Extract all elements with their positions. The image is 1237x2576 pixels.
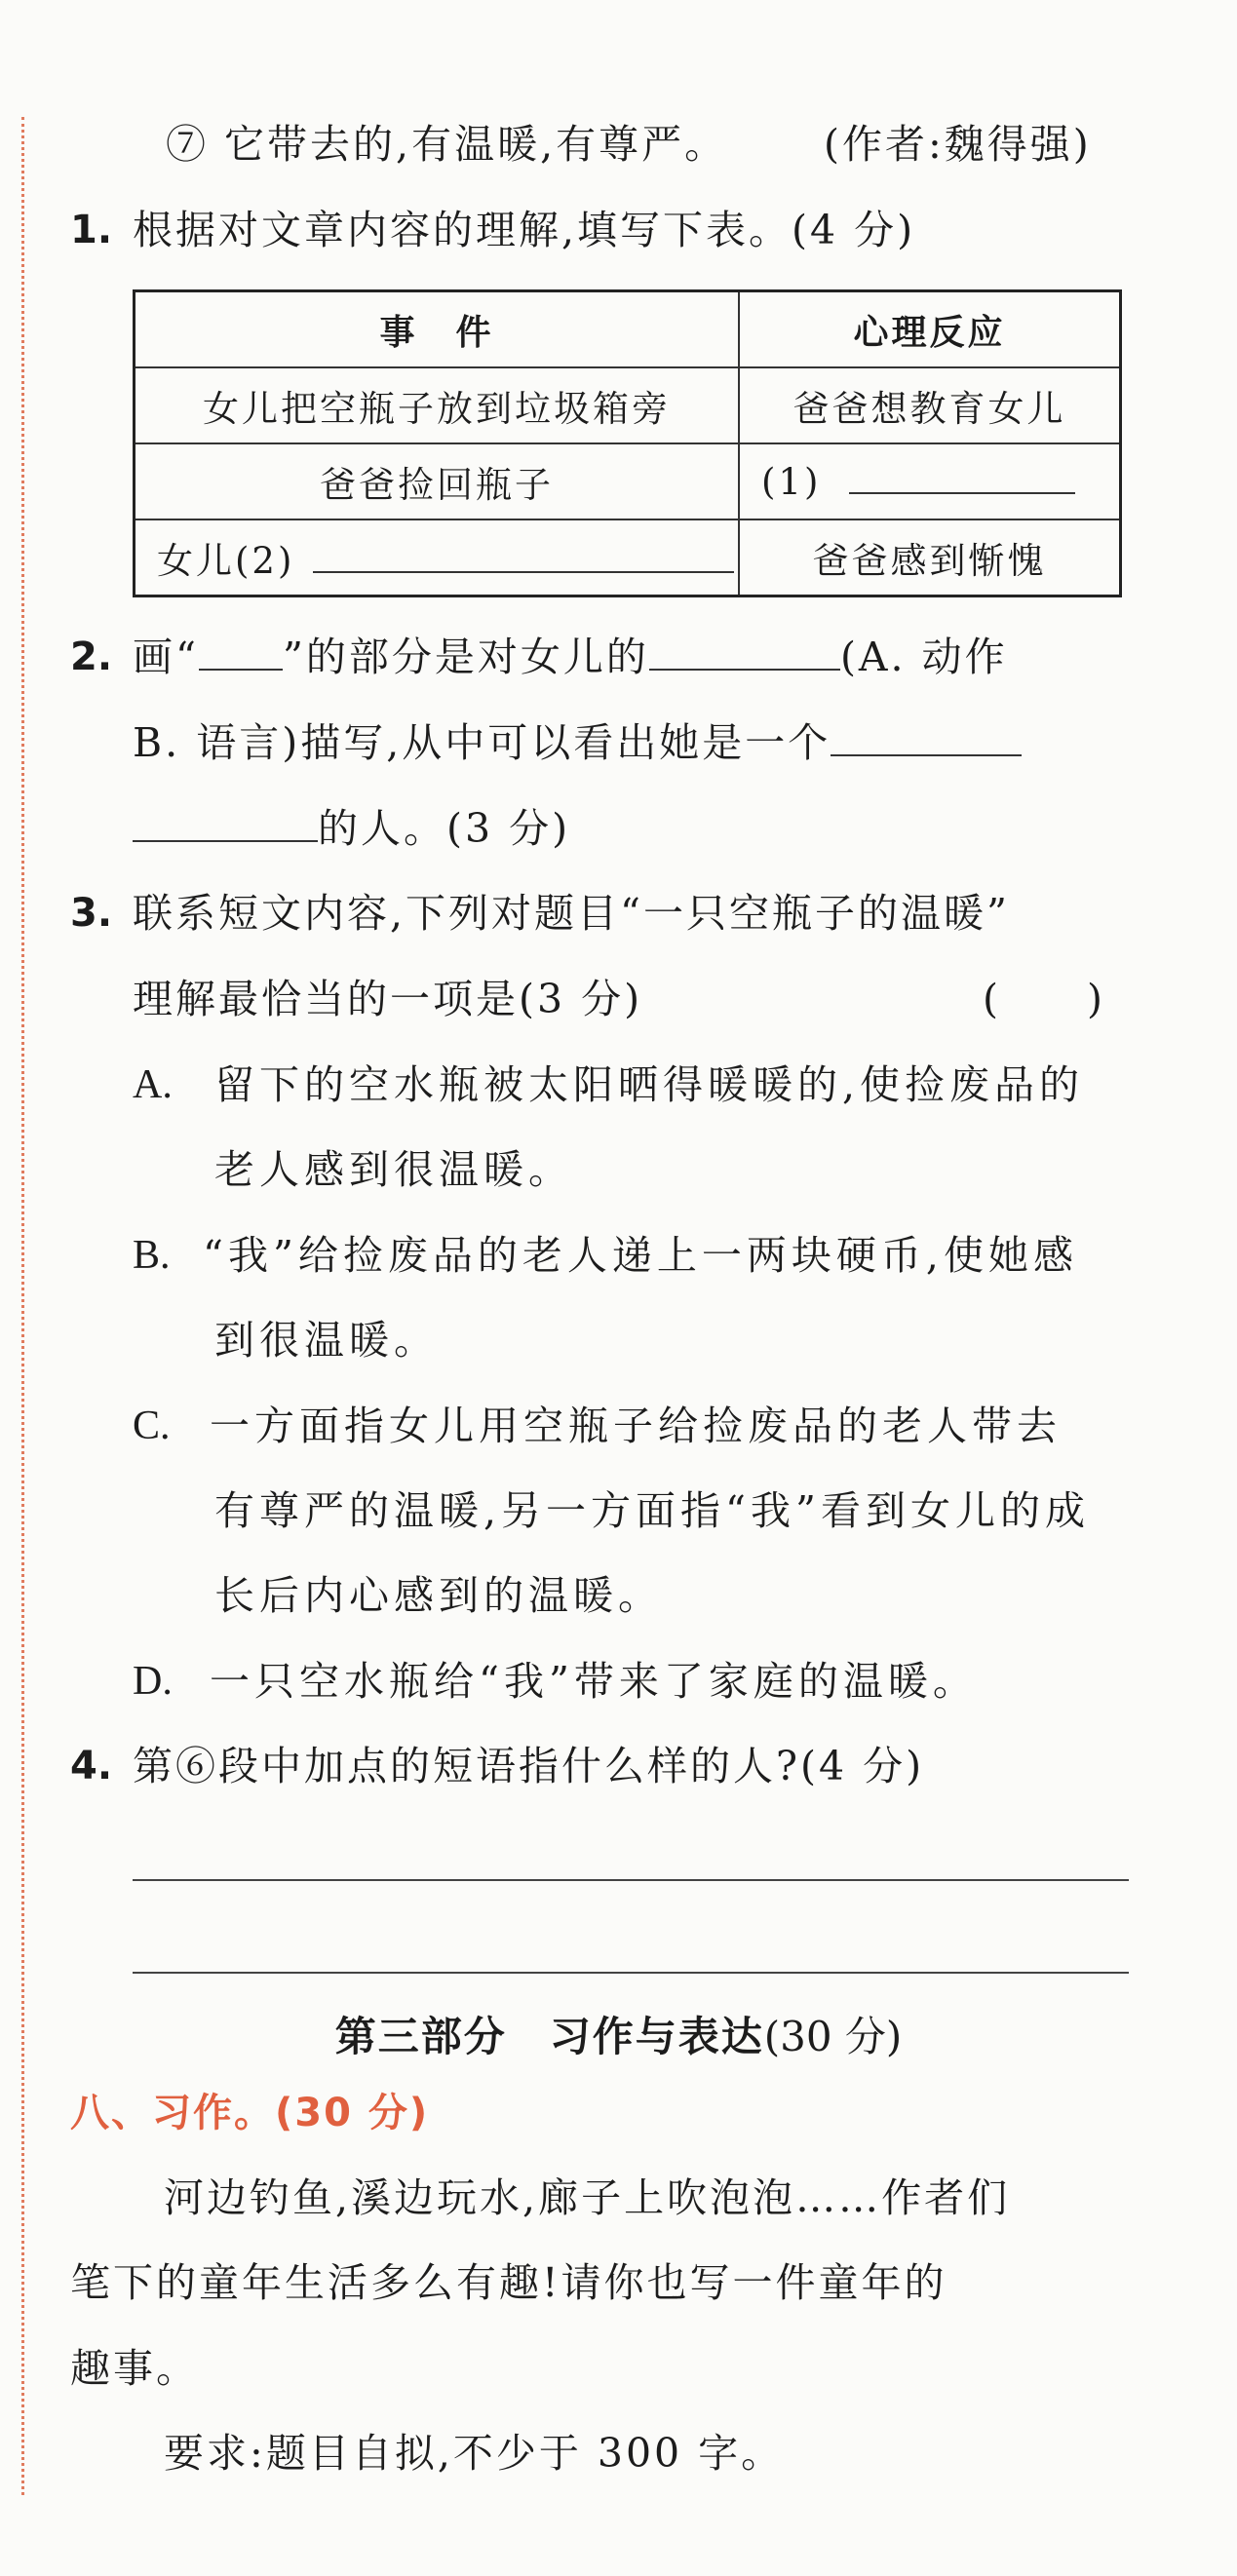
table-cell-reaction-3: 爸爸感到惭愧 bbox=[739, 519, 1121, 596]
question-2-number: 2. bbox=[70, 634, 113, 679]
answer-blank-2[interactable] bbox=[313, 542, 734, 573]
option-a-label: A. bbox=[133, 1062, 173, 1107]
answer-blank-q2-c[interactable] bbox=[133, 805, 318, 842]
question-3-line-1: 联系短文内容,下列对题目“一只空瓶子的温暖” bbox=[133, 890, 1010, 937]
answer-line-1[interactable] bbox=[133, 1879, 1129, 1881]
answer-blank-q2-b[interactable] bbox=[831, 719, 1022, 756]
table-cell-event-1: 女儿把空瓶子放到垃圾箱旁 bbox=[135, 367, 740, 443]
passage-author: (作者:魏得强) bbox=[824, 121, 1092, 168]
writing-requirement: 要求:题目自拟,不少于 300 字。 bbox=[164, 2430, 785, 2477]
table-cell-reaction-1: 爸爸想教育女儿 bbox=[739, 367, 1121, 443]
writing-prompt-line-3: 趣事。 bbox=[70, 2345, 199, 2392]
event-reaction-table bbox=[133, 289, 1122, 597]
option-b-line-2: 到很温暖。 bbox=[214, 1317, 439, 1364]
writing-prompt-line-2: 笔下的童年生活多么有趣!请你也写一件童年的 bbox=[70, 2259, 947, 2306]
table-cell-event-3[interactable] bbox=[135, 519, 740, 596]
question-4-text: 第⑥段中加点的短语指什么样的人?(4 分) bbox=[133, 1743, 925, 1789]
option-d-line-1: 一只空水瓶给“我”带来了家庭的温暖。 bbox=[210, 1658, 978, 1705]
question-2-line-1: 画“ ”的部分是对女儿的 (A. 动作 bbox=[133, 634, 1008, 680]
question-3-line-2: 理解最恰当的一项是(3 分) bbox=[133, 976, 643, 1022]
option-a-line-2: 老人感到很温暖。 bbox=[214, 1146, 573, 1193]
answer-label-2: 女儿(2) bbox=[157, 540, 295, 582]
margin-dotted-line bbox=[21, 117, 24, 2495]
option-c-line-2: 有尊严的温暖,另一方面指“我”看到女儿的成 bbox=[214, 1487, 1090, 1534]
option-b-label: B. bbox=[133, 1233, 171, 1278]
question-2-line-3: 的人。(3 分) bbox=[133, 799, 570, 858]
question-3-number: 3. bbox=[70, 891, 113, 936]
option-a-line-1: 留下的空水瓶被太阳晒得暖暖的,使捡废品的 bbox=[214, 1061, 1085, 1108]
answer-label-1: (1) bbox=[761, 460, 822, 503]
question-1-number: 1. bbox=[70, 208, 113, 252]
table-header-reaction: 心理反应 bbox=[739, 291, 1121, 368]
question-3-answer-paren[interactable]: ( ) bbox=[983, 976, 1105, 1022]
answer-blank-1[interactable] bbox=[849, 463, 1075, 494]
answer-line-2[interactable] bbox=[133, 1972, 1129, 1974]
option-b-line-1: “我”给捡废品的老人递上一两块硬币,使她感 bbox=[203, 1232, 1078, 1279]
option-c-line-1: 一方面指女儿用空瓶子给捡废品的老人带去 bbox=[210, 1403, 1062, 1449]
option-c-label: C. bbox=[133, 1403, 171, 1448]
option-c-line-3: 长后内心感到的温暖。 bbox=[214, 1572, 663, 1619]
answer-blank-q2-a[interactable] bbox=[649, 634, 840, 671]
section-3-title: 第三部分 习作与表达(30 分) bbox=[334, 2013, 903, 2060]
writing-prompt-line-1: 河边钓鱼,溪边玩水,廊子上吹泡泡……作者们 bbox=[164, 2174, 1011, 2221]
question-2-line-2: B. 语言)描写,从中可以看出她是一个 bbox=[133, 713, 1022, 772]
passage-paragraph-7: ⑦ 它带去的,有温暖,有尊严。 bbox=[166, 121, 728, 168]
table-cell-reaction-2[interactable] bbox=[739, 443, 1121, 519]
question-1-text: 根据对文章内容的理解,填写下表。(4 分) bbox=[133, 207, 916, 253]
writing-task-title: 八、习作。(30 分) bbox=[70, 2091, 430, 2135]
option-d-label: D. bbox=[133, 1659, 173, 1704]
table-cell-event-2: 爸爸捡回瓶子 bbox=[135, 443, 740, 519]
question-4-number: 4. bbox=[70, 1744, 113, 1788]
underline-marker bbox=[199, 634, 283, 671]
table-header-event: 事 件 bbox=[135, 291, 740, 368]
